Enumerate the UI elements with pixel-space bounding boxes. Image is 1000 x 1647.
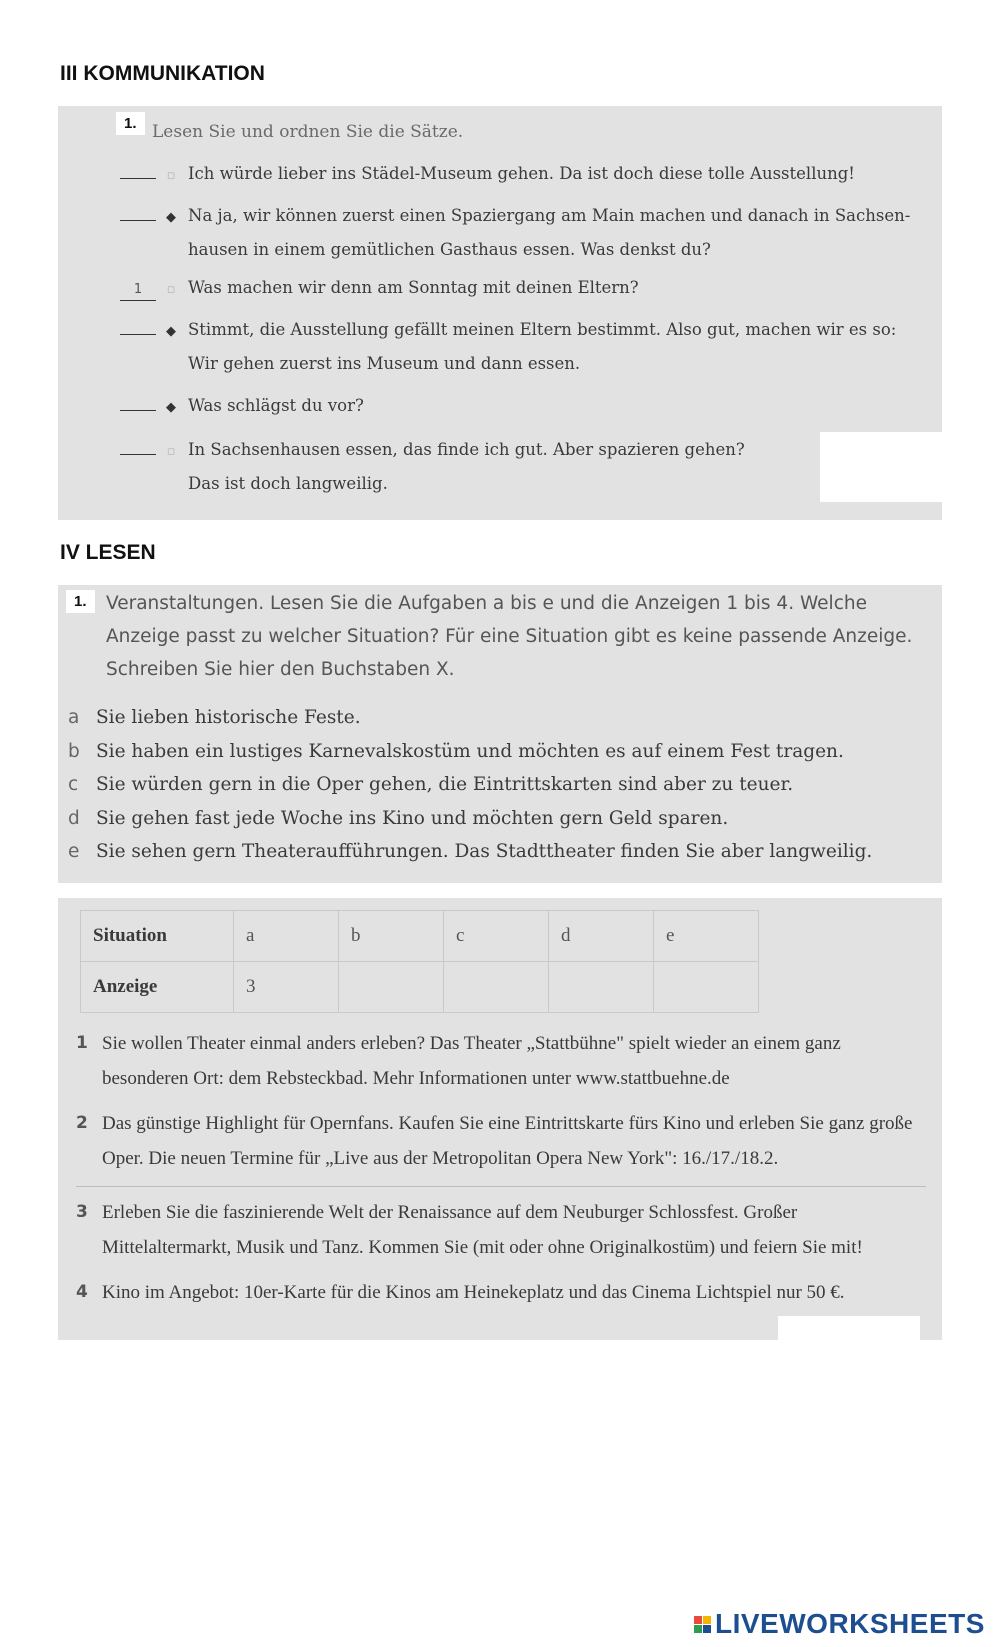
ad-text: Kino im Angebot: 10er-Karte für die Kinos am Heinekeplatz und das Cinema Lichtspiel nur 50 €. <box>102 1282 845 1303</box>
ads-panel <box>58 898 942 1340</box>
square-marker-icon: ▫ <box>166 444 176 459</box>
answer-cell[interactable]: 3 <box>234 962 339 1013</box>
dialogue-line <box>120 200 920 266</box>
exercise-instruction: Lesen Sie und ordnen Sie die Sätze. <box>152 122 464 142</box>
answer-blank[interactable] <box>120 436 156 455</box>
situation-item <box>68 735 928 769</box>
ads-list <box>76 1026 926 1320</box>
situation-letter: c <box>68 774 79 795</box>
answer-blank[interactable] <box>120 392 156 411</box>
dialogue-text-continued: Das ist doch langweilig. <box>188 474 388 493</box>
situation-cell: e <box>654 911 759 962</box>
situation-cell: b <box>339 911 444 962</box>
square-marker-icon: ▫ <box>166 282 176 297</box>
task-intro: Veranstaltungen. Lesen Sie die Aufgaben a bis e und die Anzeigen 1 bis 4. Welche Anzeige passt zu welcher Situation? Für eine Situation gibt es keine passende Anzeige. Schreiben Sie hier den Buchstaben X. <box>106 593 913 680</box>
diamond-marker-icon: ◆ <box>166 210 176 225</box>
answer-cell[interactable] <box>444 962 549 1013</box>
ad-number: 1 <box>76 1033 88 1053</box>
situation-text: Sie sehen gern Theateraufführungen. Das Stadttheater finden Sie aber langweilig. <box>96 841 873 862</box>
answer-cell[interactable] <box>339 962 444 1013</box>
situation-item <box>68 701 928 735</box>
row-label-anzeige: Anzeige <box>81 962 234 1013</box>
situation-row <box>81 911 759 962</box>
square-marker-icon: ▫ <box>166 168 176 183</box>
situation-letter: a <box>68 707 80 728</box>
situation-item <box>68 768 928 802</box>
situation-cell: c <box>444 911 549 962</box>
situation-item <box>68 802 928 836</box>
dialogue-text-continued: Wir gehen zuerst ins Museum und dann essen. <box>188 354 581 373</box>
situation-list <box>68 701 928 869</box>
exercise-number: 1. <box>66 590 95 613</box>
situations-panel <box>58 585 942 883</box>
dialogue-line <box>120 390 920 424</box>
answer-cell[interactable] <box>654 962 759 1013</box>
dialogue-text: Was machen wir denn am Sonntag mit deinen Eltern? <box>188 278 639 297</box>
situation-cell: a <box>234 911 339 962</box>
ad-number: 2 <box>76 1113 88 1133</box>
row-label-situation: Situation <box>81 911 234 962</box>
situation-text: Sie haben ein lustiges Karnevalskostüm und möchten es auf einem Fest tragen. <box>96 740 844 762</box>
answer-blank[interactable] <box>120 316 156 335</box>
situation-text: Sie gehen fast jede Woche ins Kino und möchten gern Geld sparen. <box>96 807 729 829</box>
answer-blank[interactable]: 1 <box>120 282 156 301</box>
answer-blank[interactable] <box>120 202 156 221</box>
dialogue-line <box>120 158 920 192</box>
answer-table <box>80 910 759 1013</box>
logo-grid-icon <box>694 1616 711 1633</box>
section-title-lesen: IV LESEN <box>60 541 156 564</box>
ad-text: Sie wollen Theater einmal anders erleben? Das Theater „Stattbühne" spielt wieder an einem ganz besonderen Ort: dem Rebsteckbad. Mehr Informationen unter www.stattbuehne.de <box>102 1033 841 1089</box>
diamond-marker-icon: ◆ <box>166 324 176 339</box>
ad-item <box>76 1026 926 1096</box>
dialogue-text: Stimmt, die Ausstellung gefällt meinen Eltern bestimmt. Also gut, machen wir es so: <box>188 320 897 339</box>
ad-item <box>76 1106 926 1176</box>
situation-text: Sie lieben historische Feste. <box>96 707 361 728</box>
diamond-marker-icon: ◆ <box>166 400 176 415</box>
dialogue-line <box>120 314 920 380</box>
divider <box>76 1186 926 1187</box>
dialogue-text: Na ja, wir können zuerst einen Spaziergang am Main machen und danach in Sachsen- <box>188 206 911 225</box>
liveworksheets-logo[interactable] <box>694 1608 985 1640</box>
situation-letter: b <box>68 740 80 762</box>
exercise-number: 1. <box>116 112 145 135</box>
situation-letter: d <box>68 807 80 829</box>
section-title-kommunikation: III KOMMUNIKATION <box>60 62 265 85</box>
dialogue-line <box>120 434 920 500</box>
dialogue-text-continued: hausen in einem gemütlichen Gasthaus essen. Was denkst du? <box>188 240 711 259</box>
situation-cell: d <box>549 911 654 962</box>
situation-text: Sie würden gern in die Oper gehen, die Eintrittskarten sind aber zu teuer. <box>96 774 794 795</box>
ad-text: Das günstige Highlight für Opernfans. Kaufen Sie eine Eintrittskarte fürs Kino und erleben Sie ganz große Oper. Die neuen Termine für „Live aus der Metropolitan Opera New York": 16./17./18.2. <box>102 1113 913 1169</box>
ad-item <box>76 1275 926 1310</box>
dialogue-text: In Sachsenhausen essen, das finde ich gut. Aber spazieren gehen? <box>188 440 745 459</box>
ad-text: Erleben Sie die faszinierende Welt der Renaissance auf dem Neuburger Schlossfest. Großer Mittelaltermarkt, Musik und Tanz. Kommen Sie (mit oder ohne Originalkostüm) und feiern Sie mit! <box>102 1202 863 1258</box>
situation-letter: e <box>68 841 80 862</box>
answer-cell[interactable] <box>549 962 654 1013</box>
anzeige-row <box>81 962 759 1013</box>
ad-item <box>76 1195 926 1265</box>
logo-text: LIVEWORKSHEETS <box>715 1608 985 1639</box>
dialogue-line <box>120 272 920 306</box>
dialogue-text: Ich würde lieber ins Städel-Museum gehen. Da ist doch diese tolle Ausstellung! <box>188 164 855 183</box>
dialogue-text: Was schlägst du vor? <box>188 396 364 415</box>
ad-number: 3 <box>76 1202 88 1222</box>
white-patch <box>778 1316 920 1340</box>
answer-blank[interactable] <box>120 160 156 179</box>
ad-number: 4 <box>76 1282 88 1302</box>
situation-item <box>68 835 928 869</box>
